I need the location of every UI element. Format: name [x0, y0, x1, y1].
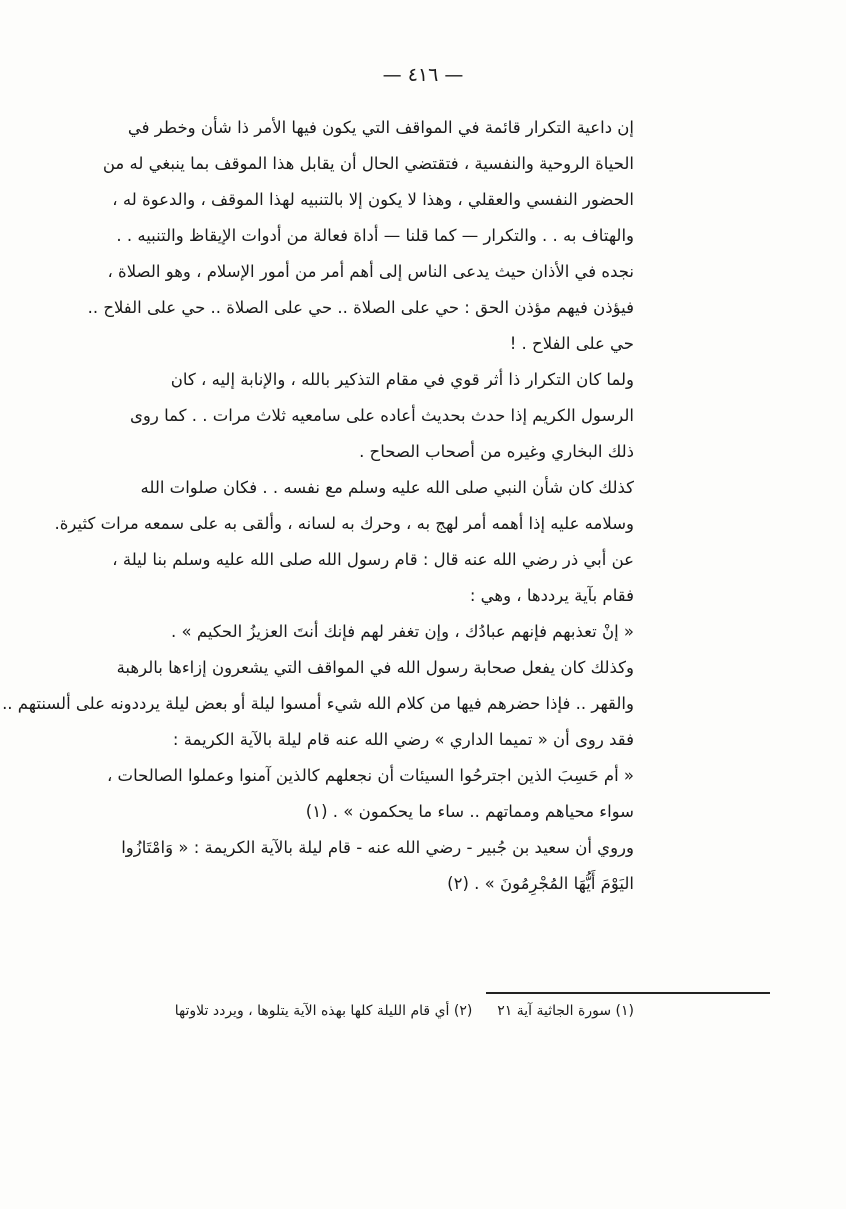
body-text: [2, 110, 634, 902]
footnote-1: (١) سورة الجاثية آية ٢١: [497, 1003, 634, 1019]
text-line: وروي أن سعيد بن جُبير - رضي الله عنه - قام ليلة بالآية الكريمة : « وَامْتَازُوا: [121, 838, 634, 857]
text-line: نجده في الأذان حيث يدعى الناس إلى أهم أمر من أمور الإسلام ، وهو الصلاة ،: [107, 262, 634, 281]
text-line: الرسول الكريم إذا حدث بحديث أعاده على سامعيه ثلاث مرات . . كما روى: [129, 406, 634, 425]
text-line: « إنْ تعذبهم فإنهم عبادُك ، وإن تغفر لهم فإنك أنتَ العزيزُ الحكيم » .: [171, 622, 634, 641]
text-line: ذلك البخاري وغيره من أصحاب الصحاح .: [359, 442, 634, 461]
text-line: اليَوْمَ أَيُّهَا المُجْرِمُونَ » . (٢): [447, 874, 634, 893]
text-line: عن أبي ذر رضي الله عنه قال : قام رسول الله صلى الله عليه وسلم بنا ليلة ،: [112, 550, 634, 569]
text-line: الحياة الروحية والنفسية ، فتقتضي الحال أن يقابل هذا الموقف بما ينبغي له من: [102, 154, 634, 173]
page-number: — ٤١٦ —: [382, 64, 464, 86]
footnotes: [174, 998, 634, 1024]
text-line: والهتاف به . . والتكرار — كما قلنا — أداة فعالة من أدوات الإيقاظ والتنبيه . .: [116, 226, 634, 245]
text-line: سواء محياهم ومماتهم .. ساء ما يحكمون » . (١): [305, 802, 634, 821]
text-line: إن داعية التكرار قائمة في المواقف التي يكون فيها الأمر ذا شأن وخطر في: [127, 118, 634, 137]
text-line: كذلك كان شأن النبي صلى الله عليه وسلم مع نفسه . . فكان صلوات الله: [140, 478, 634, 497]
text-line: والقهر .. فإذا حضرهم فيها من كلام الله شيء أمسوا ليلة أو بعض ليلة يرددونه على ألسنتهم ..: [2, 694, 634, 713]
text-line: حي على الفلاح . !: [509, 334, 634, 353]
text-line: وسلامه عليه إذا أهمه أمر لهج به ، وحرك به لسانه ، وألقى به على سمعه مرات كثيرة.: [54, 514, 634, 533]
footnote-divider: [486, 992, 770, 994]
text-line: « أم حَسِبَ الذين اجترحُوا السيئات أن نجعلهم كالذين آمنوا وعملوا الصالحات ،: [106, 766, 634, 785]
footnote-2: (٢) أي قام الليلة كلها بهذه الآية يتلوها ، ويردد تلاوتها: [174, 1003, 473, 1019]
text-line: الحضور النفسي والعقلي ، وهذا لا يكون إلا بالتنبيه لهذا الموقف ، والدعوة له ،: [112, 190, 634, 209]
text-line: ولما كان التكرار ذا أثر قوي في مقام التذكير بالله ، والإنابة إليه ، كان: [170, 370, 634, 389]
text-line: فقام بآية يرددها ، وهي :: [469, 586, 634, 605]
text-line: وكذلك كان يفعل صحابة رسول الله في المواقف التي يشعرون إزاءها بالرهبة: [116, 658, 634, 677]
text-line: فقد روى أن « تميما الداري » رضي الله عنه قام ليلة بالآية الكريمة :: [172, 730, 634, 749]
text-line: فيؤذن فيهم مؤذن الحق : حي على الصلاة .. حي على الصلاة .. حي على الفلاح ..: [87, 298, 634, 317]
